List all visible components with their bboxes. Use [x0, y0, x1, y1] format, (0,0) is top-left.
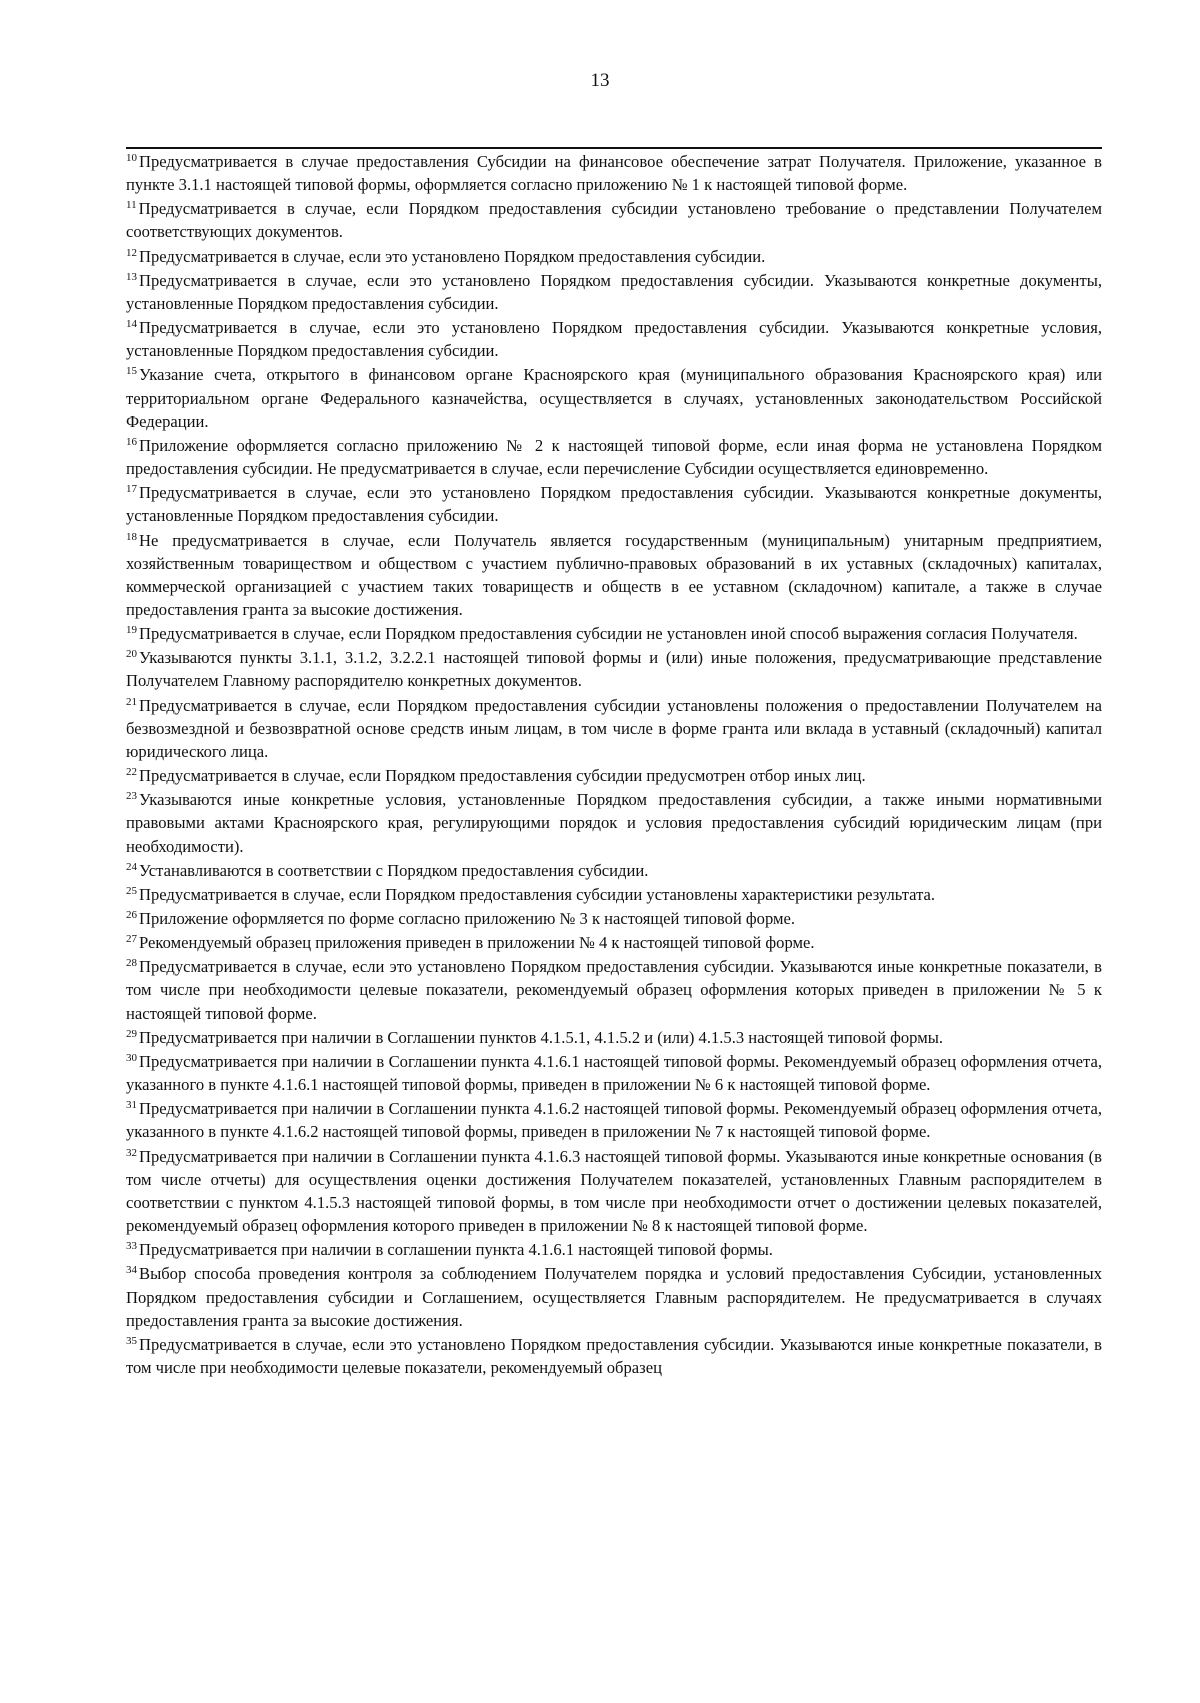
footnote-text: Предусматривается в случае, если это установлено Порядком предоставления субсидии. Указываются конкретные документы, установленные Порядком предоставления субсидии.	[126, 270, 1102, 313]
footnote-item	[126, 622, 1102, 645]
footnote-number: 27	[126, 933, 137, 946]
footnote-number: 30	[126, 1051, 137, 1064]
footnote-item	[126, 1145, 1102, 1238]
footnote-item	[126, 1333, 1102, 1379]
footnote-number: 22	[126, 766, 137, 779]
footnote-text: Предусматривается при наличии в Соглашении пункта 4.1.6.3 настоящей типовой формы. Указываются иные конкретные основания (в том числе отчеты) для осуществления оценки достижения Получателем показателей, установленных Главным распорядителем в соответствии с пунктом 4.1.5.3 настоящей типовой формы, в том числе при необходимости отчет о достижении целевых показателей, рекомендуемый образец оформления которого приведен в приложении № 8 к настоящей типовой форме.	[126, 1146, 1102, 1236]
footnote-text: Выбор способа проведения контроля за соблюдением Получателем порядка и условий предоставления Субсидии, установленных Порядком предоставления субсидии и Соглашением, осуществляется Главным распорядителем. Не предусматривается в случаях предоставления гранта за высокие достижения.	[126, 1264, 1102, 1330]
footnote-number: 32	[126, 1146, 137, 1159]
footnote-text: Не предусматривается в случае, если Получатель является государственным (муниципальным) унитарным предприятием, хозяйственным товариществом и обществом с участием публично-правовых образований в их уставных (складочных) капиталах, коммерческой организацией с участием таких товариществ и обществ в ее уставном (складочном) капитале, а также в случае предоставления гранта за высокие достижения.	[126, 530, 1102, 619]
footnote-number: 15	[126, 365, 137, 378]
footnote-item	[126, 197, 1102, 243]
footnote-number: 26	[126, 909, 137, 921]
footnote-separator	[126, 147, 1102, 149]
footnote-text: Предусматривается в случае, если это установлено Порядком предоставления субсидии. Указываются иные конкретные показатели, в том числе при необходимости целевые показатели, рекомендуемый образец оформления которых приведен в приложении № 5 к настоящей типовой форме.	[126, 957, 1102, 1023]
footnote-text: Предусматривается в случае, если это установлено Порядком предоставления субсидии. Указываются иные конкретные показатели, в том числе при необходимости целевые показатели, рекомендуемый образец	[126, 1334, 1102, 1377]
footnote-number: 14	[126, 318, 137, 331]
footnote-text: Предусматривается в случае, если это установлено Порядком предоставления субсидии. Указываются конкретные документы, установленные Порядком предоставления субсидии.	[126, 483, 1102, 526]
footnote-text: Приложение оформляется согласно приложению № 2 к настоящей типовой форме, если иная форма не установлена Порядком предоставления субсидии. Не предусматривается в случае, если перечисление Субсидии осуществляется единовременно.	[126, 435, 1102, 479]
footnote-number: 33	[126, 1240, 137, 1253]
footnote-text: Устанавливаются в соответствии с Порядком предоставления субсидии.	[139, 860, 649, 880]
footnote-item	[126, 1097, 1102, 1143]
footnote-number: 31	[126, 1099, 137, 1112]
footnote-item	[126, 1262, 1102, 1331]
footnote-text: Предусматривается в случае, если Порядком предоставления субсидии предусмотрен отбор иных лиц.	[139, 766, 866, 786]
footnote-item	[126, 1238, 1102, 1261]
footnote-item	[126, 883, 1102, 906]
footnote-item	[126, 646, 1102, 692]
footnote-text: Предусматривается при наличии в Соглашении пунктов 4.1.5.1, 4.1.5.2 и (или) 4.1.5.3 настоящей типовой формы.	[139, 1027, 943, 1047]
footnote-item	[126, 363, 1102, 432]
footnote-number: 23	[126, 790, 137, 803]
footnote-text: Предусматривается при наличии в Соглашении пункта 4.1.6.1 настоящей типовой формы. Рекомендуемый образец оформления отчета, указанного в пункте 4.1.6.1 настоящей типовой формы, приведен в приложении № 6 к настоящей типовой форме.	[126, 1051, 1102, 1095]
footnote-number: 20	[126, 648, 137, 661]
footnote-text: Предусматривается в случае предоставления Субсидии на финансовое обеспечение затрат Получателя. Приложение, указанное в пункте 3.1.1 настоящей типовой формы, оформляется согласно приложению № 1 к настоящей типовой форме.	[126, 152, 1102, 195]
footnote-number: 17	[126, 483, 137, 496]
footnote-number: 12	[126, 246, 137, 259]
footnote-number: 11	[126, 199, 137, 212]
footnote-text: Предусматривается в случае, если Порядком предоставления субсидии установлено требование о представлении Получателем соответствующих документов.	[126, 199, 1102, 242]
footnote-number: 16	[126, 435, 137, 448]
footnote-item	[126, 481, 1102, 527]
footnote-number: 10	[126, 152, 137, 164]
footnote-number: 19	[126, 624, 137, 637]
footnote-item	[126, 1026, 1102, 1049]
footnote-item	[126, 931, 1102, 954]
footnote-number: 28	[126, 957, 137, 970]
footnote-text: Приложение оформляется по форме согласно приложению № 3 к настоящей типовой форме.	[139, 909, 796, 928]
footnote-text: Рекомендуемый образец приложения приведен в приложении № 4 к настоящей типовой форме.	[139, 933, 815, 953]
footnote-text: Предусматривается в случае, если это установлено Порядком предоставления субсидии. Указываются конкретные условия, установленные Порядком предоставления субсидии.	[126, 318, 1102, 361]
footnote-item	[126, 694, 1102, 763]
footnote-text: Предусматривается в случае, если Порядком предоставления субсидии установлены характеристики результата.	[139, 884, 936, 904]
footnote-text: Указываются иные конкретные условия, установленные Порядком предоставления субсидии, а также иными нормативными правовыми актами Красноярского края, регулирующими порядок и условия предоставления субсидий юридическим лицам (при необходимости).	[126, 790, 1102, 856]
footnotes-list	[126, 150, 1102, 1380]
footnote-item	[126, 788, 1102, 857]
footnote-number: 18	[126, 530, 137, 543]
footnote-text: Предусматривается в случае, если это установлено Порядком предоставления субсидии.	[139, 246, 766, 266]
footnote-item	[126, 150, 1102, 196]
footnote-text: Предусматривается в случае, если Порядком предоставления субсидии не установлен иной способ выражения согласия Получателя.	[139, 624, 1078, 644]
footnote-text: Указываются пункты 3.1.1, 3.1.2, 3.2.2.1 настоящей типовой формы и (или) иные положения, предусматривающие представление Получателем Главному распорядителю конкретных документов.	[126, 648, 1102, 691]
footnote-number: 21	[126, 695, 137, 708]
footnote-text: Предусматривается при наличии в соглашении пункта 4.1.6.1 настоящей типовой формы.	[139, 1240, 773, 1260]
footnote-item	[126, 859, 1102, 882]
footnote-item	[126, 434, 1102, 480]
footnote-item	[126, 1050, 1102, 1096]
footnote-number: 34	[126, 1264, 137, 1277]
page-number: 13	[590, 70, 610, 91]
footnote-text: Предусматривается в случае, если Порядком предоставления субсидии установлены положения о предоставлении Получателем на безвозмездной и безвозвратной основе средств иным лицам, в том числе в форме гранта или вклада в уставный (складочный) капитал юридического лица.	[126, 695, 1102, 761]
footnote-text: Предусматривается при наличии в Соглашении пункта 4.1.6.2 настоящей типовой формы. Рекомендуемый образец оформления отчета, указанного в пункте 4.1.6.2 настоящей типовой формы, приведен в приложении № 7 к настоящей типовой форме.	[126, 1099, 1102, 1142]
footnote-number: 29	[126, 1027, 137, 1040]
footnote-item	[126, 907, 1102, 930]
footnote-item	[126, 955, 1102, 1024]
footnote-number: 35	[126, 1334, 137, 1347]
footnote-item	[126, 269, 1102, 315]
footnote-item	[126, 316, 1102, 362]
footnote-number: 24	[126, 860, 137, 873]
footnote-number: 25	[126, 884, 137, 897]
footnote-number: 13	[126, 270, 137, 283]
footnote-item	[126, 245, 1102, 268]
footnote-item	[126, 764, 1102, 787]
footnote-item	[126, 529, 1102, 622]
footnote-text: Указание счета, открытого в финансовом органе Красноярского края (муниципального образования Красноярского края) или территориальном органе Федерального казначейства, осуществляется в случаях, установленных законодательством Российской Федерации.	[126, 365, 1102, 431]
